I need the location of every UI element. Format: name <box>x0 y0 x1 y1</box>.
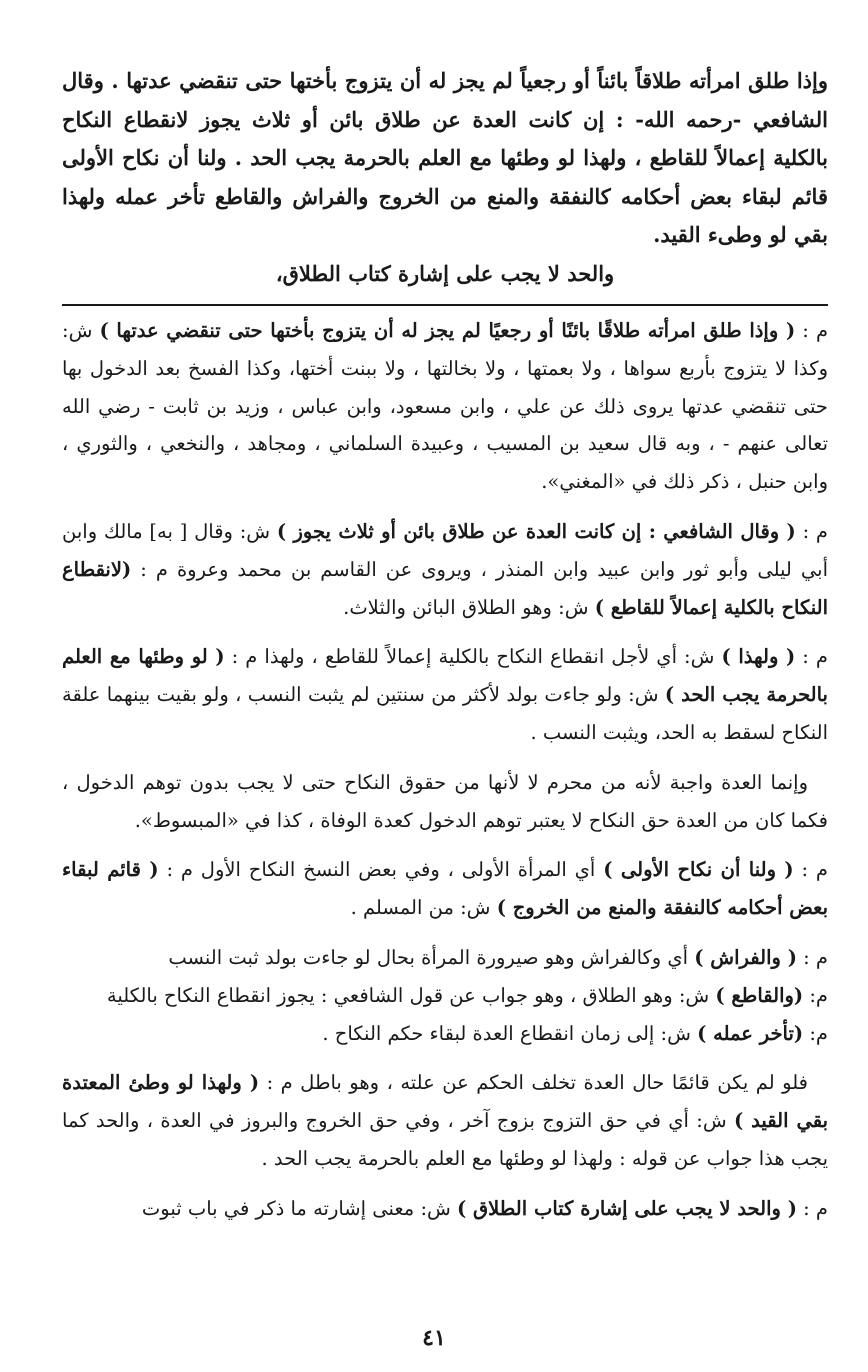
commentary-text: ش: وقال [ به] مالك وابن أبي ليلى وأبو ثور وابن عبيد وابن المنذر ، ويروى عن القاسم بن محمد وعروة م : <box>62 519 828 581</box>
quoted-matn: ( وقال الشافعي : إن كانت العدة عن طلاق بائن أو ثلاث يجوز ) <box>276 519 796 543</box>
matn-marker: م : <box>801 858 829 882</box>
commentary-text: ش: من المسلم . <box>350 896 491 920</box>
commentary-text: ش: وهو الطلاق البائن والثلاث. <box>343 595 589 619</box>
quoted-matn: ( والحد لا يجب على إشارة كتاب الطلاق ) <box>457 1196 797 1220</box>
commentary-text: وإنما العدة واجبة لأنه من محرم لا لأنها من حقوق النكاح حتى لا يجب بدون توهم الدخول ، فكما كان من العدة حق النكاح لا يعتبر توهم الدخول كعدة الوفاة ، كذا في «المبسوط». <box>62 770 828 832</box>
matn-text-block <box>62 62 828 293</box>
matn-marker: م: <box>809 983 828 1007</box>
commentary-text: ش: إلى زمان انقطاع العدة لبقاء حكم النكاح . <box>322 1021 691 1045</box>
quoted-matn: ( والفراش ) <box>694 945 797 969</box>
commentary-text: ش: معنى إشارته ما ذكر في باب ثبوت <box>141 1196 451 1220</box>
commentary-text: فلو لم يكن قائمًا حال العدة تخلف الحكم عن علته ، وهو باطل م : <box>266 1071 808 1095</box>
quoted-matn: (والقاطع ) <box>715 983 804 1007</box>
commentary-paragraph <box>62 1190 828 1228</box>
quoted-matn: (لانقطاع النكاح بالكلية إعمالاً للقاطع ) <box>62 557 828 619</box>
commentary-paragraph <box>62 1015 828 1053</box>
commentary-paragraph <box>62 939 828 977</box>
matn-marker: م : <box>803 945 828 969</box>
commentary-paragraph <box>62 312 828 501</box>
quoted-matn: ( ولنا أن نكاح الأولى ) <box>603 858 794 882</box>
matn-marker: م : <box>803 1196 828 1220</box>
matn-marker: م : <box>802 519 828 543</box>
commentary-paragraph <box>62 513 828 626</box>
page-number: ٤١ <box>422 1325 446 1351</box>
commentary-paragraph <box>62 764 828 840</box>
section-divider <box>62 304 828 306</box>
matn-last-line: والحد لا يجب على إشارة كتاب الطلاق، <box>275 260 615 286</box>
commentary-text: ش: أي لأجل انقطاع النكاح بالكلية إعمالاً للقاطع ، ولهذا م : <box>231 645 715 669</box>
quoted-matn: ( قائم لبقاء بعض أحكامه كالنفقة والمنع من الخروج ) <box>62 858 828 920</box>
commentary-paragraph <box>62 851 828 927</box>
commentary-paragraph <box>62 977 828 1015</box>
commentary-text: أي المرأة الأولى ، وفي بعض النسخ النكاح الأول م : <box>166 858 596 882</box>
commentary-text: ش: أي في حق التزوج بزوج آخر ، وفي حق الخروج والبروز في العدة ، والحد كما يجب هذا جواب عن قوله : ولهذا لو وطئها مع العلم بالحرمة يجب الحد . <box>62 1109 828 1170</box>
commentary-text: ش: وكذا لا يتزوج بأربع سواها ، ولا بعمتها ، ولا بخالتها ، ولا ببنت أختها، وكذا الفسخ بعد الدخول بها حتى تنقضي عدتها يروى ذلك عن علي ، وابن مسعود، وابن عباس ، وزيد بن ثابت - رضي الله تعالى عنهم - ، وبه قال سعيد بن المسيب ، وعبيدة السلماني ، ومجاهد ، والنخعي ، والثوري ، وابن حنبل ، ذكر ذلك في «المغني». <box>62 319 828 494</box>
matn-marker: م : <box>802 319 829 342</box>
quoted-matn: ( ولهذا لو وطئ المعتدة بقي القيد ) <box>62 1071 829 1133</box>
matn-paragraph: وإذا طلق امرأته طلاقاً بائناً أو رجعياً لم يجز له أن يتزوج بأختها حتى تنقضي عدتها . وقال الشافعي -رحمه الله- : إن كانت العدة عن طلاق بائن أو ثلاث يجوز لانقطاع النكاح بالكلية إعمالاً للقاطع ، ولهذا لو وطئها مع العلم بالحرمة يجب الحد . ولنا أن نكاح الأولى قائم لبقاء بعض أحكامه كالنفقة والمنع من الخروج والفراش والقاطع تأخر عمله ولهذا بقي لو وطىء القيد. <box>62 68 828 247</box>
quoted-matn: ( وإذا طلق امرأته طلاقًا بائنًا أو رجعيًا لم يجز له أن يتزوج بأختها حتى تنقضي عدتها ) <box>99 319 796 342</box>
commentary-text: أي وكالفراش وهو صيرورة المرأة بحال لو جاءت بولد ثبت النسب <box>168 945 689 969</box>
quoted-matn: ( لو وطئها مع العلم بالحرمة يجب الحد ) <box>62 645 828 707</box>
commentary-block <box>62 312 828 1240</box>
commentary-paragraph <box>62 638 828 751</box>
quoted-matn: (تأخر عمله ) <box>697 1021 804 1045</box>
matn-marker: م : <box>802 645 828 669</box>
matn-marker: م: <box>809 1021 828 1045</box>
commentary-text: ش: ولو جاءت بولد لأكثر من سنتين لم يثبت النسب ، ولو بقيت بينهما علقة النكاح لسقط به الحد، ويثبت النسب . <box>62 683 828 744</box>
quoted-matn: ( ولهذا ) <box>721 645 796 669</box>
commentary-paragraph <box>62 1064 828 1177</box>
commentary-text: ش: وهو الطلاق ، وهو جواب عن قول الشافعي : يجوز انقطاع النكاح بالكلية <box>106 983 710 1007</box>
